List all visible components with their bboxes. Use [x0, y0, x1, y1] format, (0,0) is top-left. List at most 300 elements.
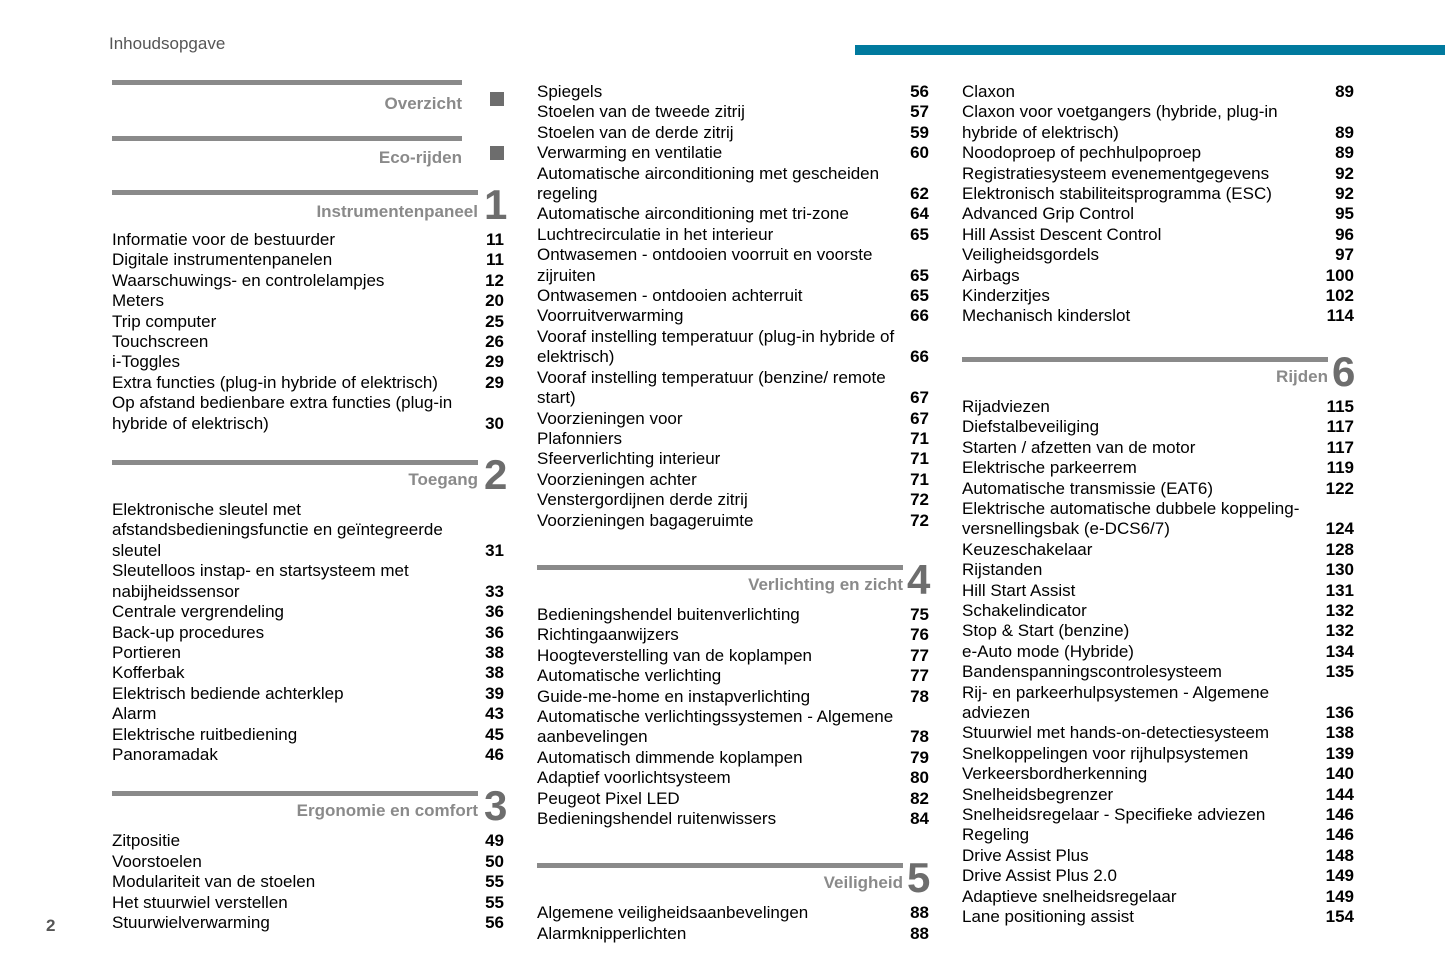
entry-title[interactable]: Digitale instrumentenpanelen: [112, 250, 333, 270]
entry-title[interactable]: Touchscreen: [112, 332, 209, 352]
toc-entry[interactable]: [537, 327, 929, 368]
toc-entry[interactable]: [537, 429, 929, 449]
entry-title[interactable]: Kinderzitjes: [962, 286, 1050, 306]
entry-page-number[interactable]: 138: [1325, 723, 1354, 743]
toc-entry[interactable]: [112, 271, 504, 291]
toc-entry[interactable]: [537, 625, 929, 645]
entry-title[interactable]: Op afstand bedienbare extra functies (plug-in hybride of elektrisch): [112, 393, 453, 433]
entry-title[interactable]: Diefstalbeveiliging: [962, 417, 1100, 437]
entry-page-number[interactable]: 65: [910, 265, 929, 285]
entry-title[interactable]: Verwarming en ventilatie: [537, 143, 723, 163]
entry-page-number[interactable]: 71: [910, 449, 929, 469]
entry-page-number[interactable]: 80: [910, 768, 929, 788]
entry-title[interactable]: Voorzieningen bagageruimte: [537, 510, 754, 530]
entry-title[interactable]: Automatische airconditioning met gescheiden regeling: [537, 163, 880, 204]
entry-title[interactable]: Vooraf instelling temperatuur (benzine/ remote start): [537, 367, 886, 408]
toc-entry[interactable]: [112, 500, 504, 561]
toc-entry[interactable]: [962, 560, 1354, 580]
entry-title[interactable]: Modulariteit van de stoelen: [112, 872, 316, 892]
toc-entry[interactable]: [537, 903, 929, 923]
toc-entry[interactable]: [112, 312, 504, 332]
entry-page-number[interactable]: 144: [1325, 784, 1354, 804]
toc-entry[interactable]: [112, 745, 504, 765]
entry-page-number[interactable]: 88: [910, 903, 929, 923]
section-overzicht[interactable]: [112, 80, 504, 136]
entry-title[interactable]: Venstergordijnen derde zitrij: [537, 490, 748, 510]
entry-title[interactable]: Automatische airconditioning met tri-zone: [537, 204, 849, 224]
section-title[interactable]: Verlichting en zicht: [748, 574, 903, 594]
entry-title[interactable]: Vooraf instelling temperatuur (plug-in hybride of elektrisch): [537, 326, 895, 367]
entry-page-number[interactable]: 67: [910, 408, 929, 428]
entry-title[interactable]: Claxon voor voetgangers (hybride, plug-in hybride of elektrisch): [962, 102, 1278, 142]
entry-title[interactable]: Voorzieningen voor: [537, 408, 683, 428]
toc-entry[interactable]: [112, 291, 504, 311]
entry-page-number[interactable]: 92: [1335, 163, 1354, 183]
toc-entry[interactable]: [962, 397, 1354, 417]
entry-title[interactable]: Ontwasemen - ontdooien voorruit en voorste zijruiten: [537, 245, 873, 285]
entry-title[interactable]: Sleutelloos instap- en startsysteem met nabijheidssensor: [112, 561, 409, 601]
toc-entry[interactable]: [962, 458, 1354, 478]
entry-page-number[interactable]: 78: [910, 727, 929, 747]
entry-page-number[interactable]: 117: [1326, 437, 1354, 457]
entry-title[interactable]: i-Toggles: [112, 352, 181, 372]
entry-page-number[interactable]: 77: [910, 645, 929, 665]
entry-title[interactable]: Snelkoppelingen voor rijhulpsystemen: [962, 743, 1249, 763]
entry-title[interactable]: Trip computer: [112, 311, 217, 331]
entry-page-number[interactable]: 102: [1325, 286, 1354, 306]
toc-entry[interactable]: [537, 123, 929, 143]
section-divider: [537, 565, 903, 570]
entry-page-number[interactable]: 65: [910, 224, 929, 244]
entry-title[interactable]: Stoelen van de derde zitrij: [537, 122, 734, 142]
entry-page-number[interactable]: 72: [910, 490, 929, 510]
entry-title[interactable]: Voorzieningen achter: [537, 469, 697, 489]
entry-page-number[interactable]: 128: [1325, 539, 1354, 559]
entry-title[interactable]: Drive Assist Plus: [962, 845, 1089, 865]
entry-title[interactable]: Meters: [112, 291, 164, 311]
toc-entry[interactable]: [962, 581, 1354, 601]
entry-list: [112, 230, 504, 434]
entry-title[interactable]: e-Auto mode (Hybride): [962, 641, 1134, 661]
entry-title[interactable]: Spiegels: [537, 82, 603, 101]
entry-page-number[interactable]: 122: [1325, 478, 1354, 498]
entry-title[interactable]: Waarschuwings- en controlelampjes: [112, 270, 385, 290]
entry-page-number[interactable]: 71: [910, 469, 929, 489]
entry-title[interactable]: Kofferbak: [112, 663, 185, 683]
entry-page-number[interactable]: 76: [910, 625, 929, 645]
section-title[interactable]: Toegang: [408, 470, 478, 490]
entry-title[interactable]: Schakelindicator: [962, 600, 1087, 620]
toc-entry[interactable]: [112, 602, 504, 622]
entry-page-number[interactable]: 131: [1325, 580, 1354, 600]
entry-title[interactable]: Portieren: [112, 642, 181, 662]
toc-entry[interactable]: [537, 368, 929, 409]
toc-entry[interactable]: [962, 744, 1354, 764]
section-5-veiligheid: [537, 854, 931, 944]
entry-title[interactable]: Automatische transmissie (EAT6): [962, 478, 1213, 498]
toc-entry[interactable]: [962, 306, 1354, 326]
entry-page-number[interactable]: 65: [910, 286, 929, 306]
toc-entry[interactable]: [112, 725, 504, 745]
entry-title[interactable]: Algemene veiligheidsaanbevelingen: [537, 903, 809, 923]
toc-entry[interactable]: [537, 306, 929, 326]
entry-page-number[interactable]: 67: [910, 388, 929, 408]
section-eco-rijden[interactable]: [112, 136, 504, 190]
toc-entry[interactable]: [962, 662, 1354, 682]
square-marker-icon: [490, 92, 504, 106]
entry-page-number[interactable]: 55: [485, 872, 504, 892]
toc-entry[interactable]: [537, 470, 929, 490]
entry-title[interactable]: Alarmknipperlichten: [537, 923, 687, 943]
entry-page-number[interactable]: 139: [1325, 743, 1354, 763]
square-marker-icon: [490, 146, 504, 160]
toc-entry[interactable]: [537, 748, 929, 768]
entry-title[interactable]: Elektrische parkeerrem: [962, 458, 1137, 478]
entry-list: [537, 605, 929, 829]
entry-title[interactable]: Registratiesysteem evenementgegevens: [962, 163, 1270, 183]
entry-title[interactable]: Advanced Grip Control: [962, 204, 1134, 224]
entry-page-number[interactable]: 154: [1325, 907, 1354, 927]
toc-entry[interactable]: [962, 438, 1354, 458]
header-accent-bar: [855, 45, 1445, 55]
entry-page-number[interactable]: 136: [1325, 702, 1354, 722]
entry-title[interactable]: Hoogteverstelling van de koplampen: [537, 645, 813, 665]
toc-entry[interactable]: [112, 831, 504, 851]
entry-page-number[interactable]: 62: [910, 184, 929, 204]
toc-entry[interactable]: [112, 643, 504, 663]
entry-title[interactable]: Drive Assist Plus 2.0: [962, 866, 1117, 886]
toc-entry[interactable]: [962, 805, 1354, 825]
toc-entry[interactable]: [112, 663, 504, 683]
entry-page-number[interactable]: 79: [910, 747, 929, 767]
entry-page-number[interactable]: 117: [1326, 417, 1354, 437]
entry-page-number[interactable]: 33: [485, 581, 504, 601]
entry-title[interactable]: Adaptieve snelheidsregelaar: [962, 886, 1177, 906]
toc-entry[interactable]: [962, 907, 1354, 927]
entry-title[interactable]: Keuzeschakelaar: [962, 539, 1093, 559]
toc-entry[interactable]: [962, 642, 1354, 662]
entry-title[interactable]: Snelheidsregelaar - Specifieke adviezen: [962, 805, 1266, 824]
entry-page-number[interactable]: 132: [1325, 600, 1354, 620]
entry-title[interactable]: Noodoproep of pechhulpoproep: [962, 143, 1202, 163]
entry-page-number[interactable]: 11: [486, 230, 504, 249]
section-divider: [112, 190, 478, 195]
section-title[interactable]: Eco-rijden: [378, 148, 462, 167]
entry-page-number[interactable]: 50: [485, 851, 504, 871]
toc-entry[interactable]: [537, 245, 929, 286]
entry-title[interactable]: Guide-me-home en instapverlichting: [537, 686, 811, 706]
entry-title[interactable]: Elektrische automatische dubbele koppeling- versnellingsbak (e-DCS6/7): [962, 498, 1300, 539]
toc-entry[interactable]: [537, 225, 929, 245]
toc-entry[interactable]: [537, 768, 929, 788]
entry-title[interactable]: Voorstoelen: [112, 851, 202, 871]
entry-title[interactable]: Elektrische ruitbediening: [112, 724, 298, 744]
entry-title[interactable]: Panoramadak: [112, 744, 218, 764]
toc-entry[interactable]: [962, 143, 1354, 163]
entry-title[interactable]: Rijstanden: [962, 560, 1043, 580]
entry-title[interactable]: Lane positioning assist: [962, 907, 1135, 927]
entry-title[interactable]: Ontwasemen - ontdooien achterruit: [537, 286, 803, 306]
toc-entry[interactable]: [112, 623, 504, 643]
entry-title[interactable]: Snelheidsbegrenzer: [962, 784, 1114, 804]
entry-page-number[interactable]: 36: [485, 622, 504, 642]
entry-page-number[interactable]: 66: [910, 306, 929, 326]
section-title[interactable]: Instrumentenpaneel: [316, 202, 478, 221]
entry-page-number[interactable]: 97: [1335, 245, 1354, 265]
entry-title[interactable]: Informatie voor de bestuurder: [112, 230, 336, 249]
toc-entry[interactable]: [112, 893, 504, 913]
entry-page-number[interactable]: 30: [485, 413, 504, 433]
toc-entry[interactable]: [962, 785, 1354, 805]
toc-entry[interactable]: [537, 924, 929, 944]
entry-title[interactable]: Plafonniers: [537, 428, 623, 448]
entry-page-number[interactable]: 149: [1325, 866, 1354, 886]
entry-page-number[interactable]: 55: [485, 892, 504, 912]
toc-entry[interactable]: [537, 789, 929, 809]
entry-title[interactable]: Verkeersbordherkenning: [962, 764, 1148, 784]
entry-page-number[interactable]: 75: [910, 604, 929, 624]
entry-page-number[interactable]: 89: [1335, 82, 1354, 101]
entry-page-number[interactable]: 146: [1325, 805, 1354, 824]
toc-entry[interactable]: [112, 704, 504, 724]
entry-page-number[interactable]: 31: [485, 540, 504, 560]
toc-entry[interactable]: [112, 373, 504, 393]
entry-title[interactable]: Hill Assist Descent Control: [962, 224, 1162, 244]
entry-page-number[interactable]: 72: [910, 510, 929, 530]
entry-title[interactable]: Veiligheidsgordels: [962, 245, 1100, 265]
entry-list: [112, 831, 504, 933]
entry-title[interactable]: Automatische verlichting: [537, 666, 722, 686]
section-title[interactable]: Overzicht: [384, 94, 462, 113]
entry-page-number[interactable]: 149: [1325, 886, 1354, 906]
entry-page-number[interactable]: 132: [1325, 621, 1354, 641]
section-divider: [537, 863, 903, 868]
toc-entry[interactable]: [537, 707, 929, 748]
entry-title[interactable]: Elektronische sleutel met afstandsbedieningsfunctie en geïntegreerde sleutel: [112, 500, 443, 560]
entry-page-number[interactable]: 56: [485, 912, 504, 932]
entry-list: [537, 82, 929, 531]
toc-entry[interactable]: [962, 540, 1354, 560]
toc-entry[interactable]: [962, 866, 1354, 886]
toc-entry[interactable]: [112, 561, 504, 602]
entry-page-number[interactable]: 12: [485, 270, 504, 290]
entry-title[interactable]: Luchtrecirculatie in het interieur: [537, 224, 774, 244]
section-title[interactable]: Veiligheid: [823, 873, 903, 893]
entry-page-number[interactable]: 29: [485, 352, 504, 372]
entry-title[interactable]: Peugeot Pixel LED: [537, 788, 680, 808]
entry-page-number[interactable]: 89: [1335, 143, 1354, 163]
entry-page-number[interactable]: 60: [910, 143, 929, 163]
entry-page-number[interactable]: 56: [910, 82, 929, 101]
entry-page-number[interactable]: 92: [1335, 184, 1354, 204]
toc-entry[interactable]: [537, 204, 929, 224]
toc-entry[interactable]: [962, 764, 1354, 784]
section-title[interactable]: Rijden: [1276, 366, 1328, 386]
section-divider: [112, 791, 478, 796]
chapter-number: 5: [907, 854, 931, 902]
entry-list: [962, 397, 1354, 928]
entry-title[interactable]: Zitpositie: [112, 831, 181, 851]
entry-page-number[interactable]: 38: [485, 642, 504, 662]
section-divider: [112, 80, 462, 85]
toc-entry[interactable]: [962, 825, 1354, 845]
entry-page-number[interactable]: 140: [1325, 764, 1354, 784]
entry-page-number[interactable]: 77: [910, 666, 929, 686]
entry-title[interactable]: Airbags: [962, 265, 1020, 285]
toc-entry[interactable]: [962, 479, 1354, 499]
entry-page-number[interactable]: 100: [1325, 265, 1354, 285]
entry-page-number[interactable]: 119: [1326, 458, 1354, 478]
entry-title[interactable]: Mechanisch kinderslot: [962, 306, 1131, 326]
entry-page-number[interactable]: 146: [1325, 825, 1354, 845]
toc-entry[interactable]: [537, 164, 929, 205]
entry-title[interactable]: Centrale vergrendeling: [112, 602, 284, 622]
entry-title[interactable]: Rijadviezen: [962, 396, 1050, 416]
entry-title[interactable]: Starten / afzetten van de motor: [962, 437, 1196, 457]
toc-entry[interactable]: [537, 449, 929, 469]
entry-title[interactable]: Hill Start Assist: [962, 580, 1076, 600]
entry-list: [962, 82, 1354, 327]
toc-entry[interactable]: [962, 417, 1354, 437]
entry-page-number[interactable]: 66: [910, 347, 929, 367]
toc-entry[interactable]: [112, 393, 504, 434]
entry-title[interactable]: Elektrisch bediende achterklep: [112, 683, 344, 703]
toc-entry[interactable]: [112, 332, 504, 352]
entry-title[interactable]: Extra functies (plug-in hybride of elektrisch): [112, 372, 438, 392]
section-title[interactable]: Ergonomie en comfort: [296, 801, 478, 821]
toc-column-3: [962, 82, 1354, 927]
toc-entry[interactable]: [537, 687, 929, 707]
entry-title[interactable]: Alarm: [112, 704, 157, 724]
toc-entry[interactable]: [537, 286, 929, 306]
entry-page-number[interactable]: 49: [485, 831, 504, 851]
entry-page-number[interactable]: 71: [910, 428, 929, 448]
entry-title[interactable]: Rij- en parkeerhulpsystemen - Algemene adviezen: [962, 682, 1270, 722]
entry-title[interactable]: Automatisch dimmende koplampen: [537, 747, 803, 767]
entry-page-number[interactable]: 84: [910, 809, 929, 828]
entry-title[interactable]: Bedieningshendel buitenverlichting: [537, 604, 800, 624]
toc-entry[interactable]: [537, 809, 929, 829]
toc-entry[interactable]: [962, 164, 1354, 184]
toc-entry[interactable]: [962, 204, 1354, 224]
toc-entry[interactable]: [962, 621, 1354, 641]
entry-title[interactable]: Stuurwielverwarming: [112, 912, 270, 932]
toc-entry[interactable]: [962, 846, 1354, 866]
toc-entry[interactable]: [112, 684, 504, 704]
entry-page-number[interactable]: 26: [485, 332, 504, 352]
chapter-number: 3: [484, 782, 508, 830]
entry-page-number[interactable]: 148: [1325, 845, 1354, 865]
entry-page-number[interactable]: 96: [1335, 224, 1354, 244]
entry-page-number[interactable]: 88: [910, 923, 929, 943]
entry-page-number[interactable]: 11: [486, 250, 504, 270]
entry-page-number[interactable]: 25: [485, 311, 504, 331]
toc-entry[interactable]: [537, 102, 929, 122]
toc-entry[interactable]: [537, 646, 929, 666]
entry-title[interactable]: Bedieningshendel ruitenwissers: [537, 809, 777, 828]
entry-title[interactable]: Richtingaanwijzers: [537, 625, 679, 645]
entry-title[interactable]: Sfeerverlichting interieur: [537, 449, 721, 469]
entry-title[interactable]: Voorruitverwarming: [537, 306, 684, 326]
chapter-number: 4: [907, 555, 931, 603]
entry-list: [112, 500, 504, 765]
toc-entry[interactable]: [962, 601, 1354, 621]
toc-entry[interactable]: [112, 352, 504, 372]
entry-title[interactable]: Adaptief voorlichtsysteem: [537, 768, 731, 788]
entry-page-number[interactable]: 39: [485, 683, 504, 703]
entry-page-number[interactable]: 95: [1335, 204, 1354, 224]
entry-page-number[interactable]: 38: [485, 663, 504, 683]
entry-title[interactable]: Stoelen van de tweede zitrij: [537, 102, 745, 122]
entry-page-number[interactable]: 45: [485, 724, 504, 744]
entry-page-number[interactable]: 46: [485, 744, 504, 764]
entry-page-number[interactable]: 114: [1326, 306, 1354, 326]
entry-page-number[interactable]: 29: [485, 372, 504, 392]
entry-title[interactable]: Automatische verlichtingssystemen - Algemene aanbevelingen: [537, 706, 894, 747]
toc-entry[interactable]: [537, 511, 929, 531]
entry-page-number[interactable]: 36: [485, 602, 504, 622]
entry-title[interactable]: Stuurwiel met hands-on-detectiesysteem: [962, 723, 1270, 743]
toc-entry[interactable]: [537, 143, 929, 163]
toc-entry[interactable]: [962, 683, 1354, 724]
entry-title[interactable]: Bandenspanningscontrolesysteem: [962, 662, 1222, 682]
toc-entry[interactable]: [962, 266, 1354, 286]
entry-title[interactable]: Het stuurwiel verstellen: [112, 892, 288, 912]
toc-entry[interactable]: [962, 82, 1354, 102]
toc-entry[interactable]: [962, 286, 1354, 306]
entry-title[interactable]: Elektronisch stabiliteitsprogramma (ESC): [962, 184, 1272, 204]
entry-page-number[interactable]: 78: [910, 686, 929, 706]
entry-page-number[interactable]: 89: [1335, 122, 1354, 142]
entry-page-number[interactable]: 57: [910, 102, 929, 122]
toc-entry[interactable]: [537, 82, 929, 102]
section-divider: [962, 357, 1328, 362]
entry-page-number[interactable]: 124: [1325, 519, 1354, 539]
entry-page-number[interactable]: 59: [910, 122, 929, 142]
section-divider: [112, 460, 478, 465]
toc-entry[interactable]: [112, 872, 504, 892]
toc-entry[interactable]: [962, 184, 1354, 204]
entry-title[interactable]: Regeling: [962, 825, 1030, 845]
entry-page-number[interactable]: 82: [910, 788, 929, 808]
toc-entry[interactable]: [112, 250, 504, 270]
toc-entry[interactable]: [537, 605, 929, 625]
entry-title[interactable]: Back-up procedures: [112, 622, 265, 642]
toc-entry[interactable]: [112, 230, 504, 250]
toc-entry[interactable]: [962, 887, 1354, 907]
toc-entry[interactable]: [962, 723, 1354, 743]
entry-page-number[interactable]: 64: [910, 204, 929, 224]
toc-entry[interactable]: [537, 490, 929, 510]
toc-entry[interactable]: [962, 245, 1354, 265]
toc-entry[interactable]: [112, 913, 504, 933]
entry-page-number[interactable]: 43: [485, 704, 504, 724]
toc-entry[interactable]: [962, 102, 1354, 143]
entry-page-number[interactable]: 20: [485, 291, 504, 311]
toc-entry[interactable]: [537, 409, 929, 429]
entry-page-number[interactable]: 115: [1326, 396, 1354, 416]
entry-title[interactable]: Claxon: [962, 82, 1015, 101]
toc-entry[interactable]: [962, 225, 1354, 245]
toc-entry[interactable]: [962, 499, 1354, 540]
chapter-number: 2: [484, 451, 508, 499]
entry-title[interactable]: Stop & Start (benzine): [962, 621, 1130, 641]
entry-page-number[interactable]: 135: [1325, 662, 1354, 682]
toc-entry[interactable]: [112, 852, 504, 872]
entry-page-number[interactable]: 130: [1325, 560, 1354, 580]
entry-page-number[interactable]: 134: [1325, 641, 1354, 661]
toc-entry[interactable]: [537, 666, 929, 686]
